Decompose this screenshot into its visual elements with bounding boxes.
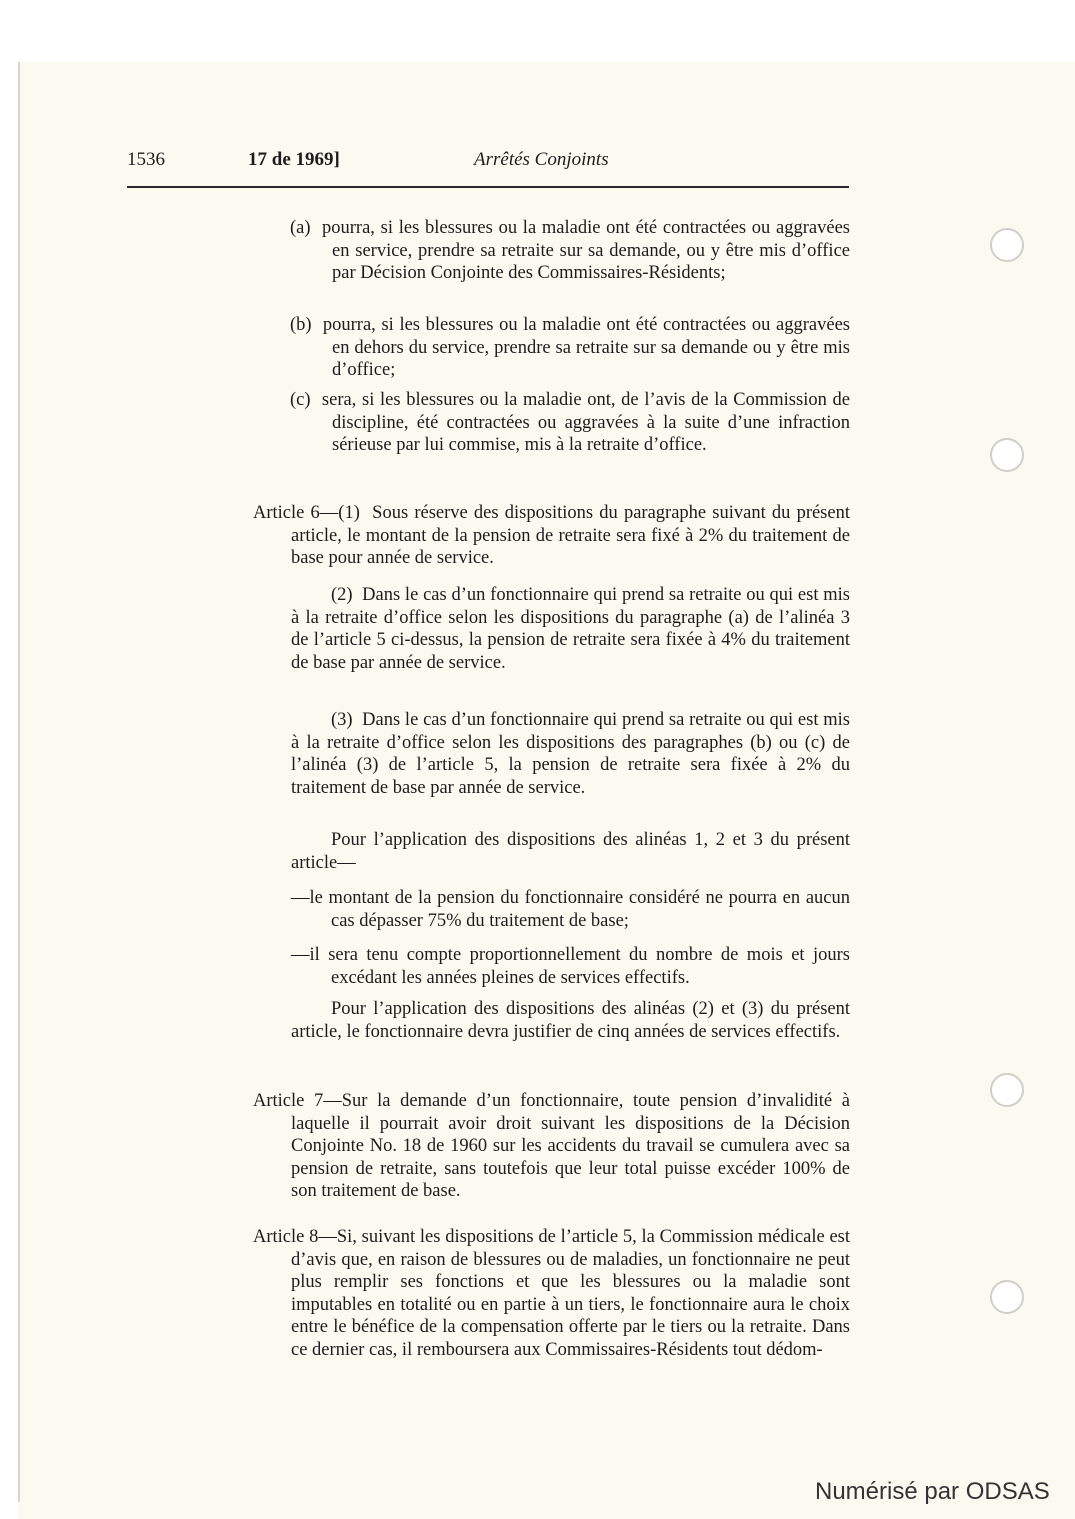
page-edge xyxy=(18,62,20,1502)
scan-watermark: Numérisé par ODSAS xyxy=(815,1478,1050,1505)
header-reference: 17 de 1969] xyxy=(248,149,340,170)
article-6-paragraph-2: (2) Dans le cas d’un fonctionnaire qui prend sa retraite ou qui est mis à la retraite d’office selon les dispositions du paragraphe (a) de l’alinéa 3 de l’article 5 ci-dessus, la pension de retraite sera fixée à 4% du traitement de base par année de service. xyxy=(291,585,850,673)
article-6-paragraph-5: Pour l’application des dispositions des alinéas (2) et (3) du présent article, le fonctionnaire devra justifier de cinq années de services effectifs. xyxy=(291,999,850,1042)
item-c: (c) sera, si les blessures ou la maladie ont, de l’avis de la Commission de discipline, été contractées ou aggravées à la suite d’une infraction sérieuse par lui commise, mis à la retraite d’office. xyxy=(290,390,850,455)
article-6-paragraph-1: Article 6—(1) Sous réserve des dispositions du paragraphe suivant du présent article, le montant de la pension de retraite sera fixé à 2% du traitement de base pour année de service. xyxy=(253,503,850,568)
article-6-paragraph-4: Pour l’application des dispositions des alinéas 1, 2 et 3 du présent article— xyxy=(291,830,850,873)
article-7: Article 7—Sur la demande d’un fonctionnaire, toute pension d’invalidité à laquelle il pourrait avoir droit suivant les dispositions de la Décision Conjointe No. 18 de 1960 sur les accidents du travail se cumulera avec sa pension de retraite, sans toutefois que leur total puisse excéder 100% de son traitement de base. xyxy=(253,1091,850,1201)
header-rule xyxy=(127,186,849,188)
article-6-paragraph-3: (3) Dans le cas d’un fonctionnaire qui prend sa retraite ou qui est mis à la retraite d’office selon les dispositions des paragraphes (b) ou (c) de l’alinéa (3) de l’article 5, la pension de retraite sera fixée à 2% du traitement de base par année de service. xyxy=(291,710,850,798)
item-b: (b) pourra, si les blessures ou la maladie ont été contractées ou aggravées en dehors du service, prendre sa retraite sur sa demande ou y être mis d’office; xyxy=(290,315,850,380)
header-title: Arrêtés Conjoints xyxy=(474,149,609,170)
punch-hole-1 xyxy=(990,228,1024,262)
article-6-dash-1: —le montant de la pension du fonctionnaire considéré ne pourra en aucun cas dépasser 75% du traitement de base; xyxy=(291,888,850,931)
punch-hole-4 xyxy=(990,1280,1024,1314)
item-a: (a) pourra, si les blessures ou la maladie ont été contractées ou aggravées en service, prendre sa retraite sur sa demande, ou y être mis d’office par Décision Conjointe des Commissaires-Résidents; xyxy=(290,218,850,283)
punch-hole-3 xyxy=(990,1073,1024,1107)
article-8: Article 8—Si, suivant les dispositions de l’article 5, la Commission médicale est d’avis que, en raison de blessures ou de maladies, un fonctionnaire ne peut plus remplir ses fonctions et que les blessures ou la maladie sont imputables en totalité ou en partie à un tiers, le fonctionnaire aura le choix entre le bénéfice de la compensation offerte par le tiers ou la retraite. Dans ce dernier cas, il remboursera aux Commissaires-Résidents tout dédom- xyxy=(253,1227,850,1360)
punch-hole-2 xyxy=(990,438,1024,472)
article-6-dash-2: —il sera tenu compte proportionnellement du nombre de mois et jours excédant les années pleines de services effectifs. xyxy=(291,945,850,988)
page-number: 1536 xyxy=(127,149,165,170)
